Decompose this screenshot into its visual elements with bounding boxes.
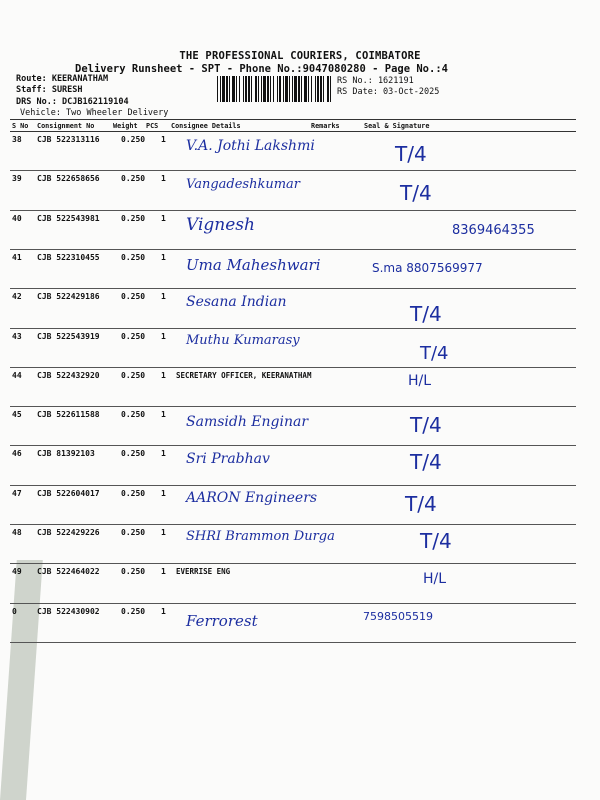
row-consignee-handwritten: Ferrorest [186,611,258,630]
barcode-bar [217,76,218,102]
barcode-bar [301,76,302,102]
barcode-bar [283,76,284,102]
barcode-bar [323,76,324,102]
row-sno: 43 [12,331,22,341]
row-weight: 0.250 [121,528,146,537]
barcode-bar [294,76,297,102]
row-weight: 0.250 [121,174,146,184]
row-divider [10,642,576,643]
row-sno: 44 [12,370,22,380]
barcode-bar [311,76,312,102]
row-consignee-typed: EVERRISE ENG [176,567,231,577]
company-title: THE PROFESSIONAL COURIERS, COIMBATORE [179,50,421,62]
row-consignment-no: CJB 522611588 [37,410,100,420]
row-signature: H/L [408,372,432,389]
row-consignment-no: CJB 522604017 [37,488,100,498]
barcode-bar [236,76,237,102]
row-consignment-no: CJB 522429186 [37,292,100,302]
row-pcs: 1 [161,292,166,302]
row-signature: S.ma 8807569977 [372,260,483,275]
row-signature: 7598505519 [363,609,433,623]
barcode-bar [255,76,257,102]
row-consignment-no: CJB 81392103 [37,449,95,459]
row-divider [10,249,576,250]
row-divider [10,563,576,564]
row-divider [10,603,576,604]
row-pcs: 1 [161,370,166,380]
row-consignment-no: CJB 522432920 [37,370,100,380]
row-signature: H/L [423,571,447,588]
table-header-rule [10,131,576,132]
row-sno: 45 [12,410,22,420]
row-pcs: 1 [161,213,166,223]
col-remarks: Remarks [311,122,340,130]
barcode-bar [292,76,293,102]
row-consignee-handwritten: Sesana Indian [186,294,287,311]
barcode-bar [298,76,300,102]
barcode-bar [277,76,278,102]
row-sno: 38 [12,135,22,144]
barcode-bar [289,76,290,102]
col-pcs: PCS [146,122,159,130]
row-sno: 40 [12,213,22,223]
row-consignee-handwritten: Muthu Kumarasy [186,332,300,348]
row-sno: 42 [12,292,22,302]
row-sno: 49 [12,567,22,577]
drs-label: DRS No.: DCJB162119104 [16,97,129,107]
row-signature: T/4 [420,529,452,553]
row-consignee-handwritten: SHRI Brammon Durga [186,529,335,544]
page-shadow [0,560,43,800]
row-weight: 0.250 [121,606,146,616]
row-consignee-handwritten: V.A. Jothi Lakshmi [186,138,315,154]
barcode-bar [251,76,252,102]
row-signature: T/4 [410,302,442,327]
row-signature: T/4 [395,142,427,166]
row-weight: 0.250 [121,488,146,498]
barcode-bar [315,76,316,102]
barcode-image [216,76,333,102]
barcode-bar [229,76,230,102]
barcode-bar [222,76,225,102]
row-divider [10,328,576,329]
row-weight: 0.250 [121,567,146,577]
rs-date: RS Date: 03-Oct-2025 [337,87,440,97]
barcode-bar [263,76,266,102]
row-consignment-no: CJB 522429226 [37,528,100,537]
row-divider [10,170,576,171]
barcode-bar [320,76,322,102]
barcode-bar [270,76,271,102]
row-pcs: 1 [161,488,166,498]
row-consignment-no: CJB 522543981 [37,213,100,223]
barcode-bar [267,76,269,102]
row-consignee-handwritten: Sri Prabhav [186,451,270,468]
row-consignment-no: CJB 522313116 [37,135,100,144]
rs-number: RS No.: 1621191 [337,76,414,86]
row-divider [10,210,576,211]
row-consignment-no: CJB 522464022 [37,567,100,577]
col-consignee: Consignee Details [171,122,241,130]
table-top-rule [10,119,576,120]
row-consignment-no: CJB 522658656 [37,174,100,184]
row-weight: 0.250 [121,449,146,459]
row-consignee-typed: SECRETARY OFFICER, KEERANATHAM [176,370,312,380]
row-weight: 0.250 [121,331,146,341]
barcode-bar [226,76,228,102]
barcode-bar [285,76,288,102]
row-pcs: 1 [161,174,166,184]
row-pcs: 1 [161,567,166,577]
row-signature: T/4 [405,491,437,516]
row-signature: T/4 [420,342,449,364]
row-consignment-no: CJB 522543919 [37,331,100,341]
col-weight: Weight [113,122,138,130]
runsheet-subtitle: Delivery Runsheet - SPT - Phone No.:9047080280 - Page No.:4 [75,63,448,75]
row-pcs: 1 [161,135,166,144]
row-sno: 46 [12,449,22,459]
barcode-bar [245,76,247,102]
barcode-bar [258,76,259,102]
barcode-bar [239,76,240,102]
barcode-bar [279,76,281,102]
row-consignee-handwritten: Vangadeshkumar [186,177,300,193]
row-signature: T/4 [410,450,442,475]
row-weight: 0.250 [121,252,146,262]
col-sno: S No [12,122,29,130]
barcode-bar [327,76,329,102]
row-pcs: 1 [161,449,166,459]
row-pcs: 1 [161,528,166,537]
row-weight: 0.250 [121,213,146,223]
barcode-bar [308,76,309,102]
row-consignment-no: CJB 522430902 [37,606,100,616]
row-signature: T/4 [400,181,432,206]
row-consignee-handwritten: AARON Engineers [186,489,318,506]
row-divider [10,524,576,525]
row-sno: 41 [12,252,22,262]
barcode-bar [243,76,244,102]
row-divider [10,445,576,446]
row-sno: 47 [12,488,22,498]
row-pcs: 1 [161,410,166,420]
row-divider [10,406,576,407]
barcode-bar [232,76,235,102]
row-weight: 0.250 [121,410,146,420]
row-weight: 0.250 [121,135,146,144]
staff-label: Staff: SURESH [16,85,83,95]
row-consignment-no: CJB 522310455 [37,252,100,262]
barcode-bar [273,76,274,102]
row-sno: 48 [12,528,22,537]
row-divider [10,288,576,289]
barcode-bar [317,76,319,102]
row-divider [10,367,576,368]
row-consignee-handwritten: Vignesh [186,214,255,235]
row-weight: 0.250 [121,370,146,380]
row-consignee-handwritten: Uma Maheshwari [186,255,321,274]
row-consignee-handwritten: Samsidh Enginar [186,414,309,431]
row-sno: 39 [12,174,22,184]
barcode-bar [220,76,221,102]
vehicle-label: Vehicle: Two Wheeler Delivery [20,108,169,118]
row-pcs: 1 [161,606,166,616]
barcode-bar [261,76,262,102]
barcode-bar [330,76,331,102]
barcode-bar [248,76,250,102]
route-label: Route: KEERANATHAM [16,74,109,84]
row-signature: 8369464355 [452,222,535,238]
row-pcs: 1 [161,252,166,262]
row-pcs: 1 [161,331,166,341]
barcode-bar [304,76,307,102]
col-signature: Seal & Signature [364,122,430,130]
row-signature: T/4 [410,413,442,438]
row-divider [10,485,576,486]
col-consignment: Consignment No [37,122,95,130]
row-weight: 0.250 [121,292,146,302]
row-sno: 0 [12,606,17,616]
